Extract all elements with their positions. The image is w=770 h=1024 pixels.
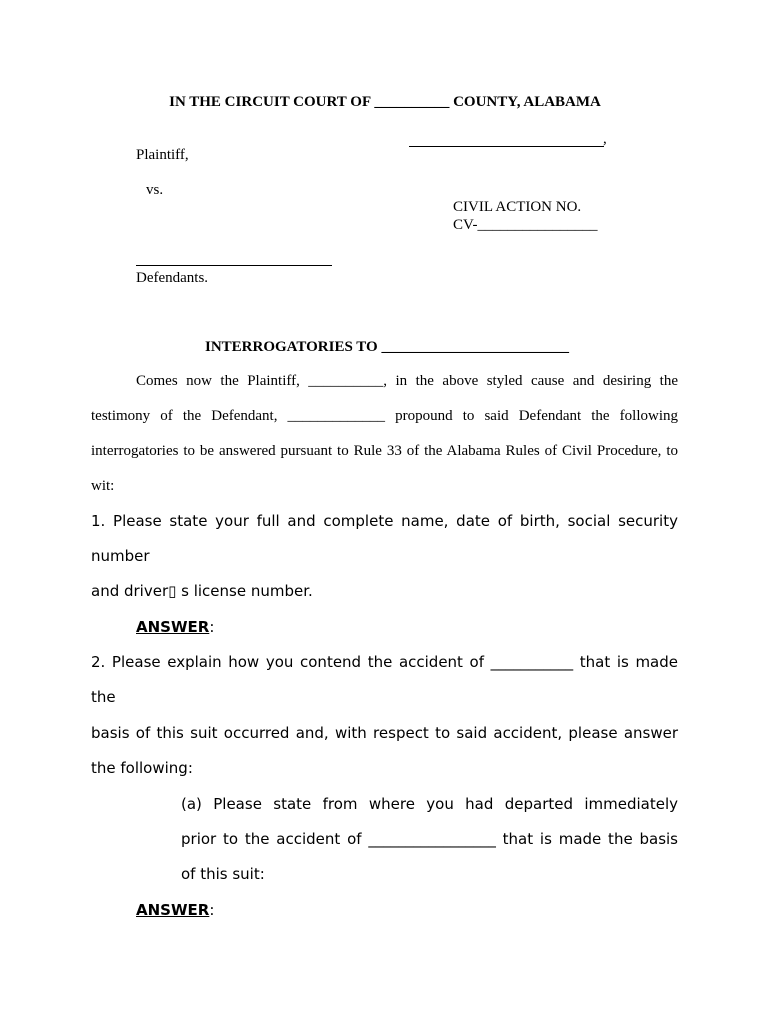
q2-line-1: 2. Please explain how you contend the accident of ___________ that is made: [91, 653, 678, 671]
plaintiff-name-line: [409, 146, 604, 147]
q2-line-4: the following:: [91, 759, 193, 777]
intro-line-2: testimony of the Defendant, _____________ propound to said Defendant the following: [91, 408, 678, 424]
intro-line-3: interrogatories to be answered pursuant to Rule 33 of the Alabama Rules of Civil Procedure, to: [91, 443, 678, 459]
q2a-answer: [136, 901, 214, 919]
q2a-line-2: prior to the accident of _________________ that is made the basis: [181, 830, 678, 848]
q1-line-1: 1. Please state your full and complete name, date of birth, social security: [91, 512, 678, 530]
q1-line-3: and driver▯ s license number.: [91, 582, 313, 600]
civil-action-label: CIVIL ACTION NO.: [453, 199, 582, 215]
q1-line-2: number: [91, 547, 150, 565]
court-title: IN THE CIRCUIT COURT OF __________ COUNTY, ALABAMA: [169, 94, 601, 110]
interrogatories-heading: INTERROGATORIES TO _________________________: [205, 339, 569, 355]
answer-label: ANSWER: [136, 618, 210, 636]
q2-line-2: the: [91, 688, 116, 706]
defendants-label: Defendants.: [136, 270, 209, 286]
intro-line-4: wit:: [91, 478, 115, 494]
answer-label: ANSWER: [136, 901, 210, 919]
plaintiff-label: Plaintiff,: [136, 147, 189, 163]
defendant-name-line: [136, 265, 332, 266]
answer-colon: :: [209, 618, 215, 636]
q2a-line-3: of this suit:: [181, 865, 265, 883]
q1-answer: [136, 618, 214, 636]
q2a-line-1: (a) Please state from where you had departed immediately: [181, 795, 678, 813]
versus-label: vs.: [146, 182, 164, 198]
answer-colon: :: [209, 901, 215, 919]
q2-line-3: basis of this suit occurred and, with respect to said accident, please answer: [91, 724, 678, 742]
intro-line-1: Comes now the Plaintiff, __________, in the above styled cause and desiring the: [136, 373, 678, 389]
case-number: CV-________________: [453, 217, 598, 233]
plaintiff-comma: ,: [603, 131, 607, 147]
